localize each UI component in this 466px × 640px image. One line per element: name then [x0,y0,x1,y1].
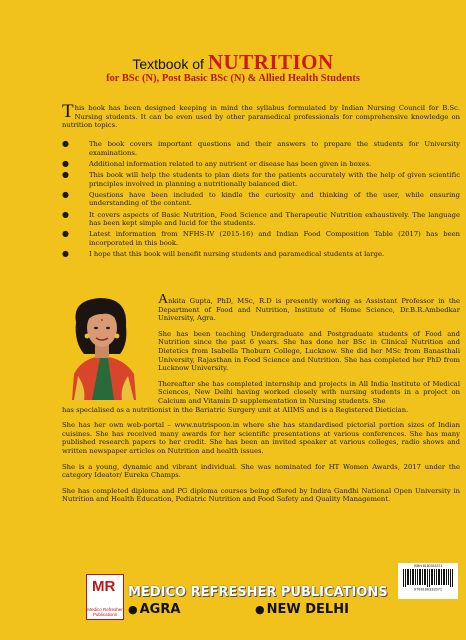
barcode-number: 9788180333371 [413,588,443,591]
bullet-text: Latest information from NFHS-IV (2015-16) and Indian Food Composition Table (2017) has been incorporated in this book. [89,230,460,247]
bullet-text: Additional information related to any nutrient or disease has been given in boxes. [89,159,372,168]
title-prefix: Textbook of [132,56,208,72]
title-main: NUTRITION [207,50,334,74]
bullet-icon: ● [62,169,69,179]
bullet-icon: ● [62,229,69,239]
bullet-icon: ● [62,249,69,259]
bullet-icon: ● [255,603,265,616]
list-item [62,250,460,259]
publisher-name: MEDICO REFRESHER PUBLICATIONS [128,585,388,600]
author-bio [62,292,460,511]
list-item [62,160,460,169]
barcode-icon [402,569,454,591]
author-para: She has been teaching Undergraduate and Postgraduate students of Food and Nutrition since the past 6 years. She has done her BSc in Clinical Nutrition and Dietetics from Isabella Thoburn College, Lucknow. She did her MSc from Banasthali University, Rajasthan in Food Science and Nutrition. She has completed her PhD from Lucknow University. [158,329,460,373]
isbn-label: ISBN 8180333371 [413,564,443,568]
author-para: Thereafter she has completed internship and projects in All India Institute of Medical Sciences, New Delhi having worked closely with nursing students in a project on Calcium and Vitamin D supplementation in Nursing students. She [158,379,460,405]
bullet-text: This book will help the students to plan diets for the patients accurately with the help of given scientific principles involved in planning a nutritionally balanced diet. [89,170,460,188]
bullet-icon: ● [62,139,69,148]
author-para: She has her own web-portal – www.nutrispoon.in where she has standardised pictorial portion sizes of Indian cuisines. She has received many awards for her scientific presentations at various conferences. She has many published research papers to her credit. She has been an invited speaker at various colleges, radio shows and written newspaper articles on Nutrition and health issues. [62,421,460,455]
author-para: has specialised as a nutritionist in the Bariatric Surgery unit at AIIMS and is a Registered Dietician. [62,405,409,414]
author-para: She has completed diploma and PG diploma courses being offered by Indira Gandhi National Open University in Nutrition and Health Education, Pediatric Nutrition and Food Safety and Quality Management. [62,486,460,504]
bullet-icon: ● [62,158,69,168]
intro-text: his book has been designed keeping in mind the syllabus formulated by Indian Nursing Council for B.Sc. Nursing students. It can be even used by other paramedical professionals for comprehensive knowledge on nutrition topics. [62,104,460,130]
book-subtitle: for BSc (N), Post Basic BSc (N) & Allied Health Students [106,73,360,84]
bullet-text: I hope that this book will benefit nursing students and paramedical students at large. [89,250,385,259]
bullet-text: The book covers important questions and their answers to prepare the students for University examinations. [89,140,460,157]
author-intro-text: nkita Gupta, PhD, MSc, R.D is presently working as Assistant Professor in the Department of Food and Nutrition, Institute of Home Science, Dr.B.R.Ambedkar University, Agra. [158,297,460,323]
list-item [62,230,460,247]
list-item [62,211,460,228]
publisher-logo-mark: MR [92,578,116,595]
intro-dropcap: T [62,101,74,122]
publisher-logo [86,574,124,620]
isbn-barcode [398,563,458,599]
bullet-icon: ● [128,603,138,616]
bullet-icon: ● [62,189,69,199]
bullet-icon: ● [62,209,69,219]
bullet-text: Questions have been included to kindle the curiosity and thinking of the user, while ensuring understanding of the content. [89,190,460,208]
author-dropcap: A [158,292,169,307]
publisher-logo-text: Medico Refresher Publications [87,607,123,617]
list-item [62,171,460,188]
author-para: She is a young, dynamic and vibrant individual. She was nominated for HT Women Awards, 2017 under the category Ideator/ Eureka Champs. [62,462,460,480]
list-item [62,140,460,157]
publisher-city-2: ● NEW DELHI [255,602,349,617]
author-para [158,292,460,323]
intro-paragraph [62,101,460,130]
feature-list [62,140,460,261]
bullet-text: It covers aspects of Basic Nutrition, Food Science and Therapeutic Nutrition exhaustively. The language has been kept simple and lucid for the students. [89,210,460,228]
book-title [0,50,466,75]
publisher-city-1: ● AGRA [128,602,181,617]
list-item [62,191,460,208]
